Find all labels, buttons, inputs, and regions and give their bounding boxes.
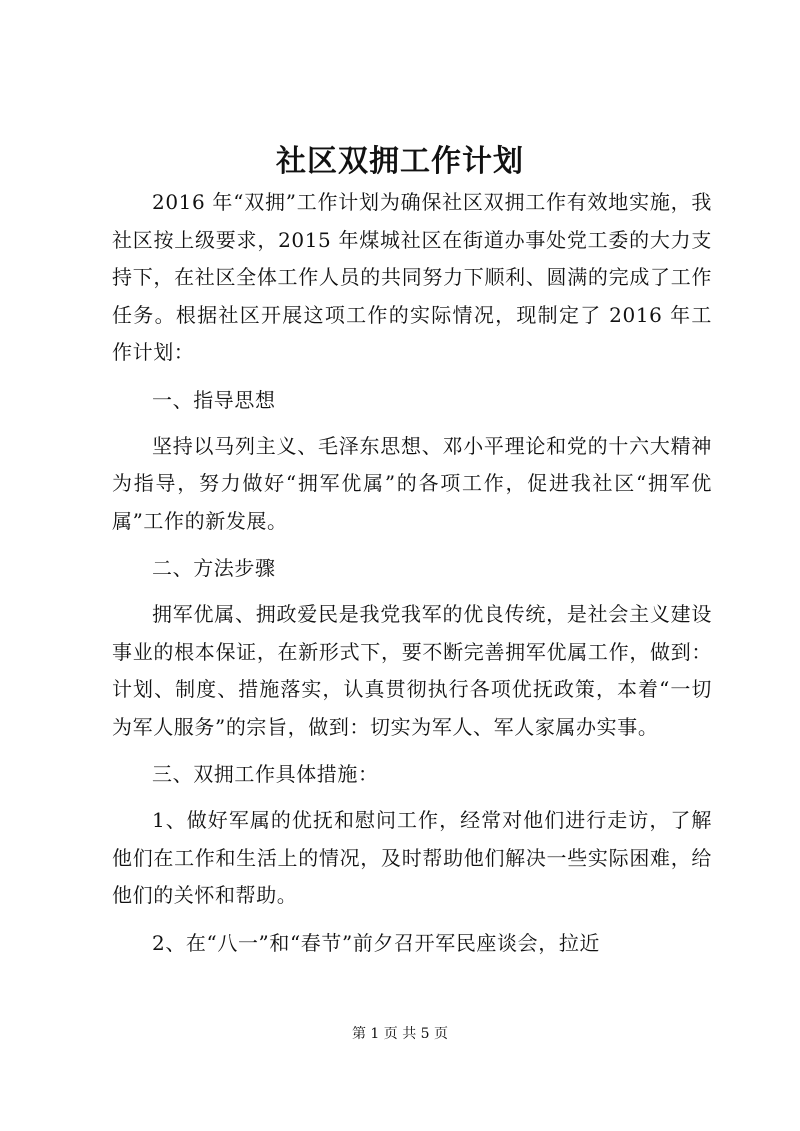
document-title: 社区双拥工作计划 — [276, 144, 524, 179]
section-heading-measures: 三、双拥工作具体措施： — [152, 762, 379, 787]
intro-paragraph: 2016 年“双拥”工作计划为确保社区双拥工作有效地实施，我社区按上级要求，2015 年煤城社区在街道办事处党工委的大力支持下，在社区全体工作人员的共同努力下顺利、圆满的完成了工作任务。根据社区开展这项工作的实际情况，现制定了 2016 年工作计划： — [112, 190, 712, 365]
section-heading-guiding-ideology: 一、指导思想 — [152, 387, 276, 412]
page-footer: 第 1 页 共 5 页 — [351, 1026, 449, 1042]
methods-paragraph: 拥军优属、拥政爱民是我党我军的优良传统，是社会主义建设事业的根本保证，在新形式下，要不断完善拥军优属工作，做到：计划、制度、措施落实，认真贯彻执行各项优抚政策，本着“一切为军人服务”的宗旨，做到：切实为军人、军人家属办实事。 — [112, 601, 712, 739]
measure-item-2: 2、在“八一”和“春节”前夕召开军民座谈会，拉近 — [152, 930, 601, 955]
measure-item-1: 1、做好军属的优抚和慰问工作，经常对他们进行走访，了解他们在工作和生活上的情况，及时帮助他们解决一些实际困难，给他们的关怀和帮助。 — [112, 807, 712, 908]
document-body — [112, 184, 712, 972]
guiding-ideology-paragraph: 坚持以马列主义、毛泽东思想、邓小平理论和党的十六大精神为指导，努力做好“拥军优属”的各项工作，促进我社区“拥军优属”工作的新发展。 — [112, 433, 712, 533]
section-heading-methods: 二、方法步骤 — [152, 556, 276, 581]
